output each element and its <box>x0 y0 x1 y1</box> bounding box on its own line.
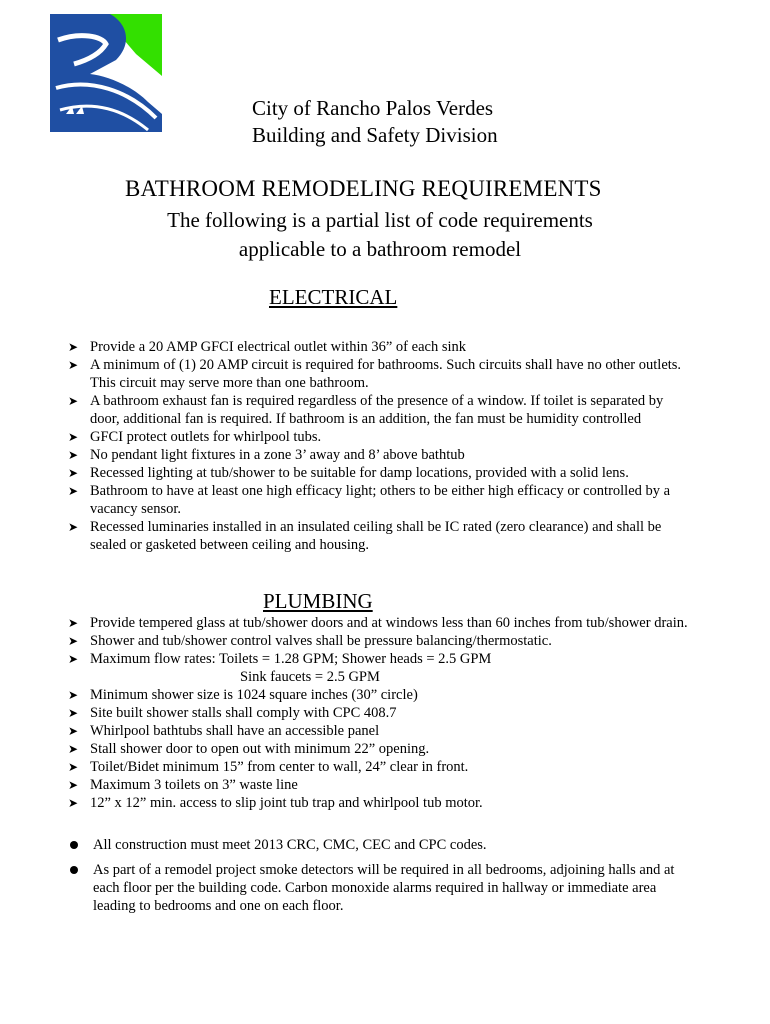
page-title: BATHROOM REMODELING REQUIREMENTS <box>125 176 602 201</box>
arrow-bullet-icon: ➤ <box>68 394 79 408</box>
arrow-bullet-icon: ➤ <box>68 484 79 498</box>
arrow-bullet-icon: ➤ <box>68 520 79 534</box>
arrow-bullet-icon: ➤ <box>68 616 79 630</box>
electrical-heading: ELECTRICAL <box>269 285 398 309</box>
arrow-bullet-icon: ➤ <box>68 340 79 354</box>
list-item: ➤ Site built shower stalls shall comply with CPC 408.7 <box>68 705 397 721</box>
note-item: As part of a remodel project smoke detectors will be required in all bedrooms, adjoining halls and at each floor per the building code. Carbon monoxide alarms required in hallway or immediate area leading to bedrooms and one on each floor. <box>70 861 690 915</box>
page-subtitle <box>110 206 650 264</box>
plumbing-list <box>68 614 688 812</box>
arrow-bullet-icon: ➤ <box>68 358 79 372</box>
list-item: ➤ A minimum of (1) 20 AMP circuit is required for bathrooms. Such circuits shall have no other outlets. This circuit may serve more than one bathroom. <box>68 357 682 391</box>
list-item: ➤ Whirlpool bathtubs shall have an accessible panel <box>68 723 380 739</box>
bullet-dot-icon <box>70 841 78 849</box>
list-item: ➤ Recessed luminaries installed in an insulated ceiling shall be IC rated (zero clearance) and shall be sealed or gasketed between ceiling and housing. <box>68 519 662 553</box>
list-item: ➤ 12” x 12” min. access to slip joint tub trap and whirlpool tub motor. <box>68 795 483 811</box>
arrow-bullet-icon: ➤ <box>68 760 79 774</box>
notes-list <box>70 836 690 922</box>
arrow-bullet-icon: ➤ <box>68 634 79 648</box>
agency-line1: City of Rancho Palos Verdes <box>252 96 494 120</box>
list-item: ➤ Maximum flow rates: Toilets = 1.28 GPM; Shower heads = 2.5 GPM Sink faucets = 2.5 GPM <box>68 650 688 686</box>
list-item: ➤ No pendant light fixtures in a zone 3’ away and 8’ above bathtub <box>68 447 465 463</box>
list-item: ➤ Toilet/Bidet minimum 15” from center to wall, 24” clear in front. <box>68 759 469 775</box>
arrow-bullet-icon: ➤ <box>68 778 79 792</box>
list-item: ➤ Provide a 20 AMP GFCI electrical outlet within 36” of each sink <box>68 339 466 355</box>
list-item: ➤ GFCI protect outlets for whirlpool tubs. <box>68 429 322 445</box>
list-item: ➤ Stall shower door to open out with minimum 22” opening. <box>68 741 430 757</box>
electrical-list <box>68 338 688 554</box>
arrow-bullet-icon: ➤ <box>68 448 79 462</box>
arrow-bullet-icon: ➤ <box>68 466 79 480</box>
arrow-bullet-icon: ➤ <box>68 796 79 810</box>
arrow-bullet-icon: ➤ <box>68 706 79 720</box>
list-item: ➤ A bathroom exhaust fan is required regardless of the presence of a window. If toilet is separated by door, additional fan is required. If bathroom is an addition, the fan must be humidity controlled <box>68 393 664 427</box>
subtitle-line2: applicable to a bathroom remodel <box>238 237 522 261</box>
list-item: ➤ Shower and tub/shower control valves shall be pressure balancing/thermostatic. <box>68 633 552 649</box>
list-item: ➤ Recessed lighting at tub/shower to be suitable for damp locations, provided with a solid lens. <box>68 465 629 481</box>
arrow-bullet-icon: ➤ <box>68 652 79 666</box>
note-item: All construction must meet 2013 CRC, CMC, CEC and CPC codes. <box>70 836 690 854</box>
flow-rate-continuation: Sink faucets = 2.5 GPM <box>240 669 380 685</box>
agency-line2: Building and Safety Division <box>252 123 498 147</box>
arrow-bullet-icon: ➤ <box>68 688 79 702</box>
plumbing-heading: PLUMBING <box>263 589 373 613</box>
arrow-bullet-icon: ➤ <box>68 724 79 738</box>
subtitle-line1: The following is a partial list of code requirements <box>167 208 593 232</box>
arrow-bullet-icon: ➤ <box>68 742 79 756</box>
arrow-bullet-icon: ➤ <box>68 430 79 444</box>
city-logo <box>50 14 162 132</box>
agency-heading <box>252 95 532 149</box>
list-item: ➤ Minimum shower size is 1024 square inches (30” circle) <box>68 687 418 703</box>
list-item: ➤ Maximum 3 toilets on 3” waste line <box>68 777 298 793</box>
bullet-dot-icon <box>70 866 78 874</box>
list-item: ➤ Bathroom to have at least one high efficacy light; others to be either high efficacy or controlled by a vacancy sensor. <box>68 483 671 517</box>
list-item: ➤ Provide tempered glass at tub/shower doors and at windows less than 60 inches from tub/shower drain. <box>68 615 688 631</box>
